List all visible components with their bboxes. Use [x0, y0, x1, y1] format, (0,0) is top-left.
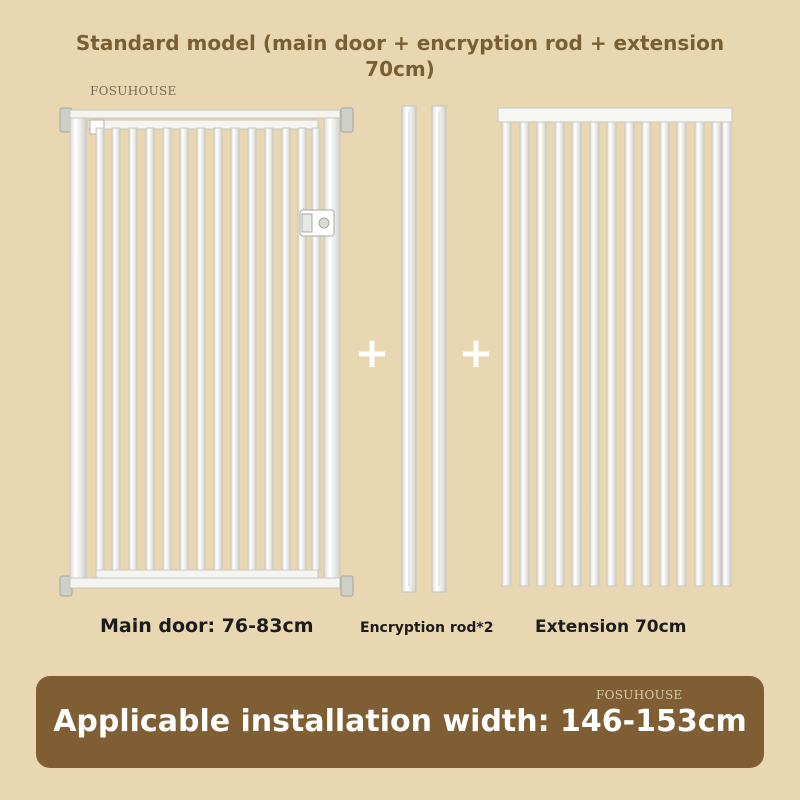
installation-width-text: Applicable installation width: 146-153cm	[53, 704, 747, 739]
plus-sign-2: +	[458, 328, 494, 377]
page-title: Standard model (main door + encryption rod + extension 70cm)	[75, 31, 725, 81]
extension-caption: Extension 70cm	[535, 617, 687, 637]
brand-watermark-bottom: FOSUHOUSE	[596, 688, 683, 702]
plus-sign-1: +	[354, 328, 390, 377]
encryption-rod-caption: Encryption rod*2	[360, 620, 494, 636]
encryption-rods	[402, 106, 446, 592]
main-door-gate	[60, 108, 353, 596]
gate-bars	[96, 128, 320, 570]
brand-watermark: FOSUHOUSE	[90, 84, 177, 98]
latch-lock	[300, 210, 334, 236]
main-door-caption: Main door: 76-83cm	[100, 615, 314, 637]
extension-panel	[498, 108, 732, 586]
